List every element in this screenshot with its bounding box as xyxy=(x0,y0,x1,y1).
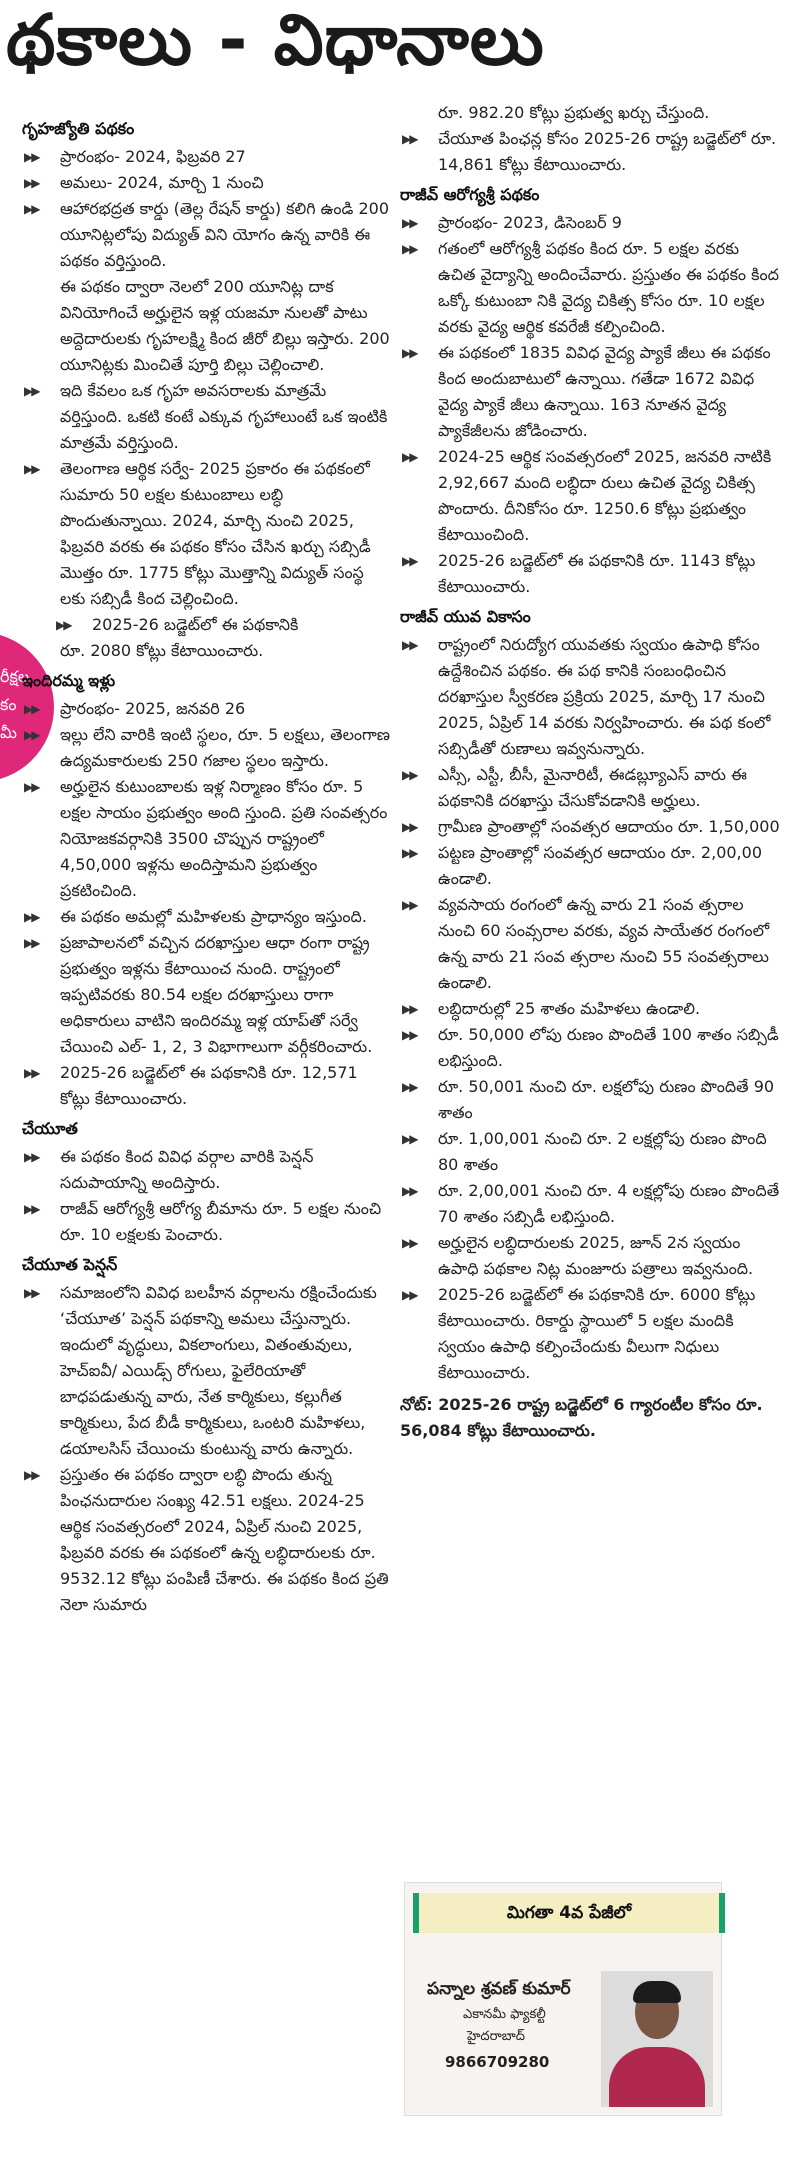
list-item: ▶▶ చేయూత పింఛన్ల కోసం 2025-26 రాష్ట్ర బడ్జెట్‌లో రూ. 14,861 కోట్లు కేటాయించారు. xyxy=(400,126,780,178)
list-item: ▶▶ 2025-26 బడ్జెట్‌లో ఈ పథకానికి xyxy=(22,612,390,638)
list-item: ▶▶ పట్టణ ప్రాంతాల్లో సంవత్సర ఆదాయం రూ. 2,00,00 ఉండాలి. xyxy=(400,840,780,892)
double-arrow-icon: ▶▶ xyxy=(24,1150,39,1164)
list-item: ▶▶ ప్రారంభం- 2023, డిసెంబర్ 9 xyxy=(400,210,780,236)
list-item: ▶▶ రాష్ట్రంలో నిరుద్యోగ యువతకు స్వయం ఉపాధి కోసం ఉద్దేశించిన పథకం. ఈ పథ కానికి సంబంధించిన దరఖాస్తుల స్వీకరణ ప్రక్రియ 2025, మార్చి 17 నుంచి 2025, ఏప్రిల్ 14 వరకు నిర్వహించారు. ఈ పథ కంలో సబ్సిడీతో రుణాలు ఇవ్వనున్నారు. xyxy=(400,632,780,762)
list-item: ▶▶ రూ. 2,00,001 నుంచి రూ. 4 లక్షల్లోపు రుణం పొందితే 70 శాతం సబ్సిడీ లభిస్తుంది. xyxy=(400,1178,780,1230)
double-arrow-icon: ▶▶ xyxy=(402,1288,417,1302)
list-item: ▶▶ ప్రజాపాలనలో వచ్చిన దరఖాస్తుల ఆధా రంగా రాష్ట్ర ప్రభుత్వం ఇళ్లను కేటాయించ నుంది. రాష్ట్రంలో ఇప్పటివరకు 80.54 లక్షల దరఖాస్తులు రాగా అధికారులు వాటిని ఇందిరమ్మ ఇళ్ల యాప్‌తో సర్వే చేయించి ఎల్- 1, 2, 3 విభాగాలుగా వర్గీకరించారు. xyxy=(22,930,390,1060)
list-item: ▶▶ 2025-26 బడ్జెట్‌లో ఈ పథకానికి రూ. 6000 కోట్లు కేటాయించారు. రికార్డు స్థాయిలో 5 లక్షల మందికి స్వయం ఉపాధి కల్పించేందుకు వీలుగా నిధులు కేటాయించారు. xyxy=(400,1282,780,1386)
double-arrow-icon: ▶▶ xyxy=(24,202,39,216)
double-arrow-icon: ▶▶ xyxy=(402,768,417,782)
paragraph: రూ. 982.20 కోట్లు ప్రభుత్వ ఖర్చు చేస్తుంది. xyxy=(438,103,710,122)
double-arrow-icon: ▶▶ xyxy=(402,1184,417,1198)
double-arrow-icon: ▶▶ xyxy=(402,132,417,146)
list-item: ▶▶ 2024-25 ఆర్థిక సంవత్సరంలో 2025, జనవరి నాటికి 2,92,667 మంది లబ్ధిదా రులు ఉచిత వైద్య చికిత్స పొందారు. దీనికోసం రూ. 1250.6 కోట్లు ప్రభుత్వం కేటాయించింది. xyxy=(400,444,780,548)
list-item: ▶▶ రూ. 50,001 నుంచి రూ. లక్షలోపు రుణం పొందితే 90 శాతం xyxy=(400,1074,780,1126)
photo-hair xyxy=(633,1981,681,2003)
list-item: ▶▶ సమాజంలోని వివిధ బలహీన వర్గాలను రక్షించేందుకు ‘చేయూత’ పెన్షన్ పథకాన్ని అమలు చేస్తున్నారు. ఇందులో వృద్ధులు, వికలాంగులు, వితంతువులు, హెచ్‌ఐవీ/ ఎయిడ్స్ రోగులు, ఫైలేరియాతో బాధపడుతున్న వారు, నేత కార్మికులు, కల్లుగీత కార్మికులు, పేద బీడీ కార్మికులు, ఒంటరి మహిళలు, డయాలసిస్ చేయించు కుంటున్న వారు ఉన్నారు. xyxy=(22,1280,390,1462)
double-arrow-icon: ▶▶ xyxy=(402,242,417,256)
section-heading-cheyutha: చేయూత xyxy=(22,1119,78,1138)
double-arrow-icon: ▶▶ xyxy=(24,780,39,794)
list-item: ▶▶ రాజీవ్ ఆరోగ్యశ్రీ ఆరోగ్య బీమాను రూ. 5 లక్షల నుంచి రూ. 10 లక్షలకు పెంచారు. xyxy=(22,1196,390,1248)
double-arrow-icon: ▶▶ xyxy=(402,346,417,360)
list-item: ▶▶ రూ. 1,00,001 నుంచి రూ. 2 లక్షల్లోపు రుణం పొంది 80 శాతం xyxy=(400,1126,780,1178)
double-arrow-icon: ▶▶ xyxy=(402,450,417,464)
list-item: ▶▶ ప్రారంభం- 2024, ఫిబ్రవరి 27 xyxy=(22,144,390,170)
double-arrow-icon: ▶▶ xyxy=(24,728,39,742)
list-item: ▶▶ లబ్ధిదారుల్లో 25 శాతం మహిళలు ఉండాలి. xyxy=(400,996,780,1022)
double-arrow-icon: ▶▶ xyxy=(402,638,417,652)
double-arrow-icon: ▶▶ xyxy=(24,1286,39,1300)
double-arrow-icon: ▶▶ xyxy=(24,384,39,398)
double-arrow-icon: ▶▶ xyxy=(24,150,39,164)
list-item: ▶▶ ఇది కేవలం ఒక గృహ అవసరాలకు మాత్రమే వర్తిస్తుంది. ఒకటి కంటే ఎక్కువ గృహాలుంటే ఒక ఇంటికి మాత్రమే వర్తిస్తుంది. xyxy=(22,378,390,456)
author-photo xyxy=(601,1971,713,2107)
double-arrow-icon: ▶▶ xyxy=(24,702,39,716)
list-item: ▶▶ ఈ పథకంలో 1835 వివిధ వైద్య ప్యాకే జీలు ఈ పథకం కింద అందుబాటులో ఉన్నాయి. గతేడా 1672 వివిధ వైద్య ప్యాకే జీలు ఉన్నాయి. 163 నూతన వైద్య ప్యాకేజీలను జోడించారు. xyxy=(400,340,780,444)
double-arrow-icon: ▶▶ xyxy=(402,1028,417,1042)
list-item: ▶▶ అర్హులైన లబ్ధిదారులకు 2025, జూన్ 2న స్వయం ఉపాధి పథకాల నిట్ల మంజూరు పత్రాలు ఇవ్వనుంది. xyxy=(400,1230,780,1282)
section-heading-gruhajyothi: గృహజ్యోతి పథకం xyxy=(22,119,135,138)
author-role: ఎకానమీ ఫ్యాకల్టీ xyxy=(463,2007,546,2022)
author-box xyxy=(404,1882,722,2116)
double-arrow-icon: ▶▶ xyxy=(402,1132,417,1146)
list-item: ▶▶ ఈ పథకం అమల్లో మహిళలకు ప్రాధాన్యం ఇస్తుంది. xyxy=(22,904,390,930)
double-arrow-icon: ▶▶ xyxy=(24,1468,39,1482)
right-column xyxy=(400,100,780,1444)
double-arrow-icon: ▶▶ xyxy=(402,216,417,230)
double-arrow-icon: ▶▶ xyxy=(24,910,39,924)
list-item: ▶▶ ఇల్లు లేని వారికి ఇంటి స్థలం, రూ. 5 లక్షలు, తెలంగాణ ఉద్యమకారులకు 250 గజాల స్థలం ఇస్తారు. xyxy=(22,722,390,774)
budget-note: నోట్: 2025-26 రాష్ట్ర బడ్జెట్‌లో 6 గ్యారంటీల కోసం రూ. 56,084 కోట్లు కేటాయించారు. xyxy=(400,1395,763,1440)
list-item: ▶▶ ఎస్సీ, ఎస్టీ, బీసీ, మైనారిటీ, ఈడబ్ల్యూఎస్ వారు ఈ పథకానికి దరఖాస్తు చేసుకోవడానికి అర్హులు. xyxy=(400,762,780,814)
author-name: పన్నాల శ్రవణ్ కుమార్ xyxy=(427,1979,571,1999)
list-item: ▶▶ వ్యవసాయ రంగంలో ఉన్న వారు 21 సంవ త్సరాల నుంచి 60 సంవ్సరాల వరకు, వ్యవ సాయేతర రంగంలో ఉన్న వారు 21 సంవ త్సరాల నుంచి 55 సంవత్సరాలు ఉండాలి. xyxy=(400,892,780,996)
continued-on-page-banner: మిగతా 4వ పేజీలో xyxy=(413,1893,725,1933)
double-arrow-icon: ▶▶ xyxy=(24,462,39,476)
double-arrow-icon: ▶▶ xyxy=(24,1202,39,1216)
paragraph: రూ. 2080 కోట్లు కేటాయించారు. xyxy=(60,641,264,660)
list-item: ▶▶ 2025-26 బడ్జెట్‌లో ఈ పథకానికి రూ. 12,571 కోట్లు కేటాయించారు. xyxy=(22,1060,390,1112)
circle-line-1: రీక్షల xyxy=(0,667,30,686)
photo-shirt xyxy=(609,2047,705,2107)
list-item: ▶▶ గ్రామీణ ప్రాంతాల్లో సంవత్సర ఆదాయం రూ. 1,50,000 xyxy=(400,814,780,840)
section-heading-cheyutha-pension: చేయూత పెన్షన్ xyxy=(22,1255,118,1274)
double-arrow-icon: ▶▶ xyxy=(402,1002,417,1016)
list-item: ▶▶ అర్హులైన కుటుంబాలకు ఇళ్ల నిర్మాణం కోసం రూ. 5 లక్షల సాయం ప్రభుత్వం అంది స్తుంది. ప్రతి సంవత్సరం నియోజకవర్గానికి 3500 చొప్పున రాష్ట్రంలో 4,50,000 ఇళ్లను అందిస్తామని ప్రభుత్వం ప్రకటించింది. xyxy=(22,774,390,904)
list-item: ▶▶ అమలు- 2024, మార్చి 1 నుంచి xyxy=(22,170,390,196)
double-arrow-icon: ▶▶ xyxy=(402,898,417,912)
author-city: హైదరాబాద్ xyxy=(467,2029,525,2044)
circle-line-2: కం xyxy=(0,695,17,714)
double-arrow-icon: ▶▶ xyxy=(402,820,417,834)
double-arrow-icon: ▶▶ xyxy=(56,618,71,632)
double-arrow-icon: ▶▶ xyxy=(24,1066,39,1080)
list-item: ▶▶ రూ. 50,000 లోపు రుణం పొందితే 100 శాతం సబ్సిడీ లభిస్తుంది. xyxy=(400,1022,780,1074)
double-arrow-icon: ▶▶ xyxy=(402,1080,417,1094)
list-item: ▶▶ గతంలో ఆరోగ్యశ్రీ పథకం కింద రూ. 5 లక్షల వరకు ఉచిత వైద్యాన్ని అందించేవారు. ప్రస్తుతం ఈ పథకం కింద ఒక్కో కుటుంబా నికి వైద్య చికిత్స కోసం రూ. 10 లక్షల వరకు వైద్య ఆర్థిక కవరేజీ కల్పించింది. xyxy=(400,236,780,340)
double-arrow-icon: ▶▶ xyxy=(402,846,417,860)
author-phone: 9866709280 xyxy=(445,2053,550,2071)
double-arrow-icon: ▶▶ xyxy=(402,1236,417,1250)
double-arrow-icon: ▶▶ xyxy=(24,936,39,950)
section-heading-aarogyasri: రాజీవ్ ఆరోగ్యశ్రీ పథకం xyxy=(400,185,540,204)
circle-line-3: మీ xyxy=(0,723,17,742)
list-item: ▶▶ ప్రస్తుతం ఈ పథకం ద్వారా లబ్ధి పొందు తున్న పింఛనుదారుల సంఖ్య 42.51 లక్షలు. 2024-25 ఆర్థిక సంవత్సరంలో 2024, ఏప్రిల్ నుంచి 2025, ఫిబ్రవరి వరకు ఈ పథకంలో ఉన్న లబ్ధిదారులకు రూ. 9532.12 కోట్లు పంపిణీ చేశారు. ఈ పథకం కింద ప్రతి నెలా సుమారు xyxy=(22,1462,390,1618)
section-heading-indiramma: ఇందిరమ్మ ఇళ్లు xyxy=(22,671,116,690)
list-item: ▶▶ ప్రారంభం- 2025, జనవరి 26 xyxy=(22,696,390,722)
left-column xyxy=(22,112,390,1618)
section-heading-yuva-vikasam: రాజీవ్ యువ వికాసం xyxy=(400,607,531,626)
banner-title: థకాలు - విధానాలు xyxy=(6,0,545,81)
list-item: ▶▶ 2025-26 బడ్జెట్‌లో ఈ పథకానికి రూ. 1143 కోట్లు కేటాయించారు. xyxy=(400,548,780,600)
paragraph: ఈ పథకం ద్వారా నెలలో 200 యూనిట్ల దాక వినియోగించే అర్హులైన ఇళ్ల యజమా నులతో పాటు అద్దెదారులకు గృహలక్ష్మి కింద జీరో బిల్లు ఇస్తారు. 200 యూనిట్లకు మించితే పూర్తి బిల్లు చెల్లించాలి. xyxy=(60,277,390,374)
double-arrow-icon: ▶▶ xyxy=(24,176,39,190)
list-item: ▶▶ ఈ పథకం కింద వివిధ వర్గాల వారికి పెన్షన్ సదుపాయాన్ని అందిస్తారు. xyxy=(22,1144,390,1196)
double-arrow-icon: ▶▶ xyxy=(402,554,417,568)
list-item: ▶▶ తెలంగాణ ఆర్థిక సర్వే- 2025 ప్రకారం ఈ పథకంలో సుమారు 50 లక్షల కుటుంబాలు లబ్ధి పొందుతున్నాయి. 2024, మార్చి నుంచి 2025, ఫిబ్రవరి వరకు ఈ పథకం కోసం చేసిన ఖర్చు సబ్సిడీ మొత్తం రూ. 1775 కోట్లు మొత్తాన్ని విద్యుత్ సంస్థ లకు సబ్సిడీ కింద చెల్లించింది. xyxy=(22,456,390,612)
list-item: ▶▶ ఆహారభద్రత కార్డు (తెల్ల రేషన్ కార్డు) కలిగి ఉండి 200 యూనిట్లలోపు విద్యుత్ విని యోగం ఉన్న వారికి ఈ పథకం వర్తిస్తుంది. xyxy=(22,196,390,274)
page-banner xyxy=(0,0,800,92)
